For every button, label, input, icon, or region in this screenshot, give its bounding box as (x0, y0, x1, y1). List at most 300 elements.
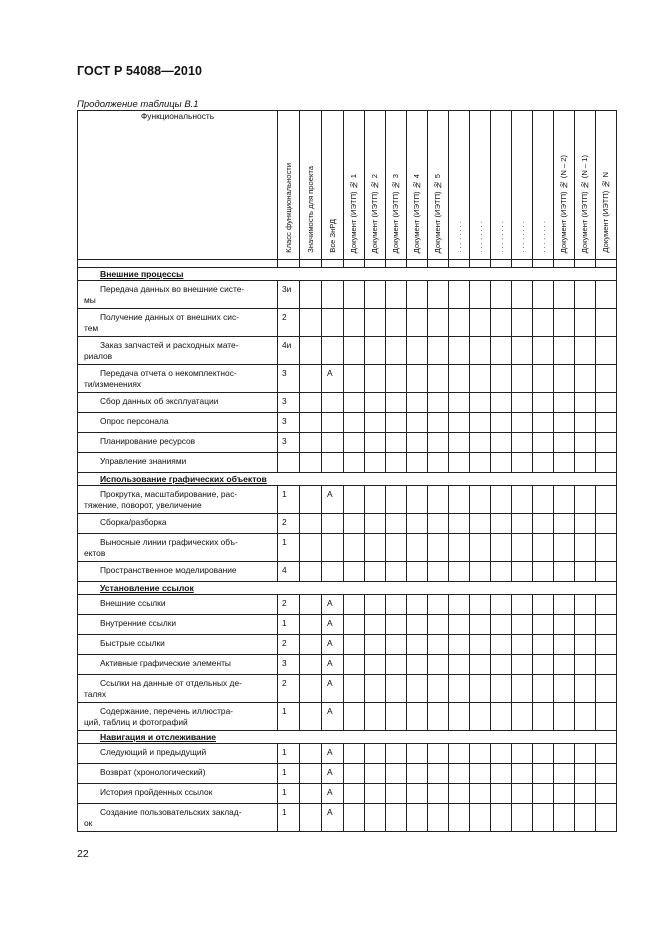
function-name-cell (78, 744, 278, 764)
class-cell: 2 (278, 635, 300, 655)
significance-cell (300, 744, 322, 764)
document-cell (344, 615, 365, 635)
doc-column-header: . . . . . . . . (470, 111, 491, 260)
function-name-line1: Содержание, перечень иллюстра- (100, 706, 234, 716)
document-cell (491, 595, 512, 615)
document-cell (407, 534, 428, 562)
document-cell (449, 655, 470, 675)
document-cell (533, 433, 554, 453)
document-cell (365, 281, 386, 309)
document-cell (449, 562, 470, 582)
document-cell (365, 635, 386, 655)
document-cell (575, 365, 596, 393)
document-cell (512, 595, 533, 615)
document-cell (596, 764, 617, 784)
document-cell (428, 675, 449, 703)
document-cell (365, 534, 386, 562)
document-cell (344, 562, 365, 582)
significance-cell (300, 514, 322, 534)
document-cell (533, 804, 554, 832)
document-header: ГОСТ Р 54088—2010 (77, 64, 203, 78)
document-cell (386, 453, 407, 473)
document-cell (407, 281, 428, 309)
function-name-line2: тяжение, поворот, увеличение (84, 500, 202, 510)
function-name-line1: Прокрутка, масштабирование, рас- (100, 489, 238, 499)
document-cell (386, 281, 407, 309)
all-znrd-cell: А (322, 635, 344, 655)
document-cell (554, 764, 575, 784)
document-cell (491, 413, 512, 433)
function-name-line1: Выносные линии графических объ- (100, 537, 238, 547)
table-row (78, 655, 617, 675)
document-cell (533, 562, 554, 582)
document-cell (596, 703, 617, 731)
document-cell (596, 534, 617, 562)
function-name-line1: Планирование ресурсов (100, 436, 196, 446)
table-row (78, 433, 617, 453)
document-cell (407, 703, 428, 731)
class-cell: 4и (278, 337, 300, 365)
document-cell (386, 433, 407, 453)
document-cell (365, 562, 386, 582)
all-znrd-cell (322, 562, 344, 582)
function-name-line1: Ссылки на данные от отдельных де- (100, 678, 242, 688)
document-cell (596, 433, 617, 453)
document-cell (386, 764, 407, 784)
document-cell (575, 744, 596, 764)
document-cell (575, 281, 596, 309)
document-cell (365, 337, 386, 365)
function-name-cell (78, 337, 278, 365)
document-cell (428, 365, 449, 393)
document-cell (365, 486, 386, 514)
table-row (78, 595, 617, 615)
document-cell (554, 804, 575, 832)
empty-cell (512, 260, 533, 268)
function-name-cell (78, 534, 278, 562)
doc-column-header: Документ (ИЭТП) № 4 (407, 111, 428, 260)
document-cell (575, 562, 596, 582)
all-znrd-cell (322, 433, 344, 453)
class-cell: 1 (278, 764, 300, 784)
function-name-line2: ти/изменениях (84, 379, 142, 389)
document-cell (365, 744, 386, 764)
document-cell (344, 784, 365, 804)
all-znrd-cell: А (322, 486, 344, 514)
document-cell (575, 453, 596, 473)
document-cell (533, 413, 554, 433)
document-cell (491, 635, 512, 655)
empty-cell (344, 260, 365, 268)
document-cell (533, 365, 554, 393)
document-cell (596, 309, 617, 337)
document-cell (491, 804, 512, 832)
document-cell (449, 534, 470, 562)
class-cell: 3 (278, 393, 300, 413)
document-cell (470, 615, 491, 635)
document-cell (344, 486, 365, 514)
document-cell (449, 337, 470, 365)
function-name-cell (78, 703, 278, 731)
significance-cell (300, 804, 322, 832)
document-cell (512, 337, 533, 365)
class-cell: 1 (278, 744, 300, 764)
document-cell (470, 635, 491, 655)
function-name-line2: ций, таблиц и фотографий (84, 717, 188, 727)
empty-cell (365, 260, 386, 268)
table-row (78, 804, 617, 832)
document-cell (596, 635, 617, 655)
document-cell (365, 764, 386, 784)
empty-cell (322, 260, 344, 268)
table-row (78, 534, 617, 562)
document-cell (554, 784, 575, 804)
document-cell (575, 615, 596, 635)
section-row (78, 582, 617, 595)
document-cell (533, 393, 554, 413)
document-cell (449, 764, 470, 784)
document-cell (554, 514, 575, 534)
table-row (78, 309, 617, 337)
empty-cell (596, 260, 617, 268)
document-cell (533, 337, 554, 365)
spacer-row (78, 260, 617, 268)
document-cell (470, 337, 491, 365)
document-cell (575, 804, 596, 832)
empty-cell (428, 260, 449, 268)
all-znrd-cell: А (322, 744, 344, 764)
document-cell (596, 784, 617, 804)
document-cell (407, 675, 428, 703)
document-cell (575, 337, 596, 365)
document-cell (365, 804, 386, 832)
document-cell (407, 433, 428, 453)
document-cell (428, 453, 449, 473)
document-cell (386, 804, 407, 832)
empty-cell (491, 260, 512, 268)
document-cell (533, 655, 554, 675)
document-cell (512, 562, 533, 582)
document-cell (428, 764, 449, 784)
significance-cell (300, 453, 322, 473)
all-znrd-cell (322, 281, 344, 309)
document-cell (386, 675, 407, 703)
document-cell (449, 486, 470, 514)
class-cell: 1 (278, 804, 300, 832)
document-cell (491, 703, 512, 731)
document-cell (512, 393, 533, 413)
document-cell (470, 486, 491, 514)
document-cell (512, 486, 533, 514)
function-name-line1: Возврат (хронологический) (100, 767, 206, 777)
function-name-line2: ок (84, 818, 93, 828)
all-znrd-cell: А (322, 703, 344, 731)
document-cell (449, 413, 470, 433)
document-cell (596, 804, 617, 832)
function-name-line1: Внешние ссылки (100, 598, 166, 608)
document-cell (470, 804, 491, 832)
significance-cell (300, 433, 322, 453)
table-row (78, 514, 617, 534)
header-row (78, 111, 617, 260)
document-cell (386, 534, 407, 562)
function-name-line1: Следующий и предыдущий (100, 747, 207, 757)
document-cell (575, 309, 596, 337)
document-cell (407, 784, 428, 804)
document-cell (428, 562, 449, 582)
document-cell (554, 655, 575, 675)
document-cell (491, 784, 512, 804)
document-cell (407, 615, 428, 635)
function-name-line2: риалов (84, 351, 113, 361)
document-cell (491, 562, 512, 582)
document-cell (491, 764, 512, 784)
table-row (78, 413, 617, 433)
document-cell (365, 675, 386, 703)
document-cell (449, 675, 470, 703)
document-cell (386, 595, 407, 615)
document-cell (449, 784, 470, 804)
document-cell (344, 635, 365, 655)
all-znrd-cell (322, 453, 344, 473)
document-cell (449, 433, 470, 453)
function-name-line1: Создание пользовательских заклад- (100, 807, 242, 817)
all-znrd-cell (322, 309, 344, 337)
document-cell (554, 365, 575, 393)
document-cell (386, 703, 407, 731)
document-cell (533, 453, 554, 473)
document-cell (533, 675, 554, 703)
function-name-line1: История пройденных ссылок (100, 787, 213, 797)
significance-cell (300, 655, 322, 675)
function-name-cell (78, 514, 278, 534)
document-cell (449, 365, 470, 393)
document-cell (365, 365, 386, 393)
function-name-cell (78, 804, 278, 832)
document-cell (470, 784, 491, 804)
document-cell (407, 486, 428, 514)
document-cell (512, 655, 533, 675)
document-cell (470, 675, 491, 703)
table-row (78, 281, 617, 309)
document-cell (365, 453, 386, 473)
class-cell: 1 (278, 703, 300, 731)
document-cell (428, 486, 449, 514)
document-cell (512, 453, 533, 473)
table-row (78, 635, 617, 655)
document-cell (344, 309, 365, 337)
document-cell (596, 413, 617, 433)
document-cell (470, 433, 491, 453)
document-cell (365, 615, 386, 635)
table-caption: Продолжение таблицы В.1 (77, 99, 199, 110)
document-cell (386, 393, 407, 413)
document-cell (428, 433, 449, 453)
empty-cell (554, 260, 575, 268)
function-name-cell (78, 453, 278, 473)
document-cell (554, 309, 575, 337)
document-cell (533, 534, 554, 562)
function-name-line2: талях (84, 689, 107, 699)
document-cell (596, 514, 617, 534)
class-cell: 2 (278, 514, 300, 534)
class-cell: 1 (278, 784, 300, 804)
function-name-cell (78, 486, 278, 514)
document-cell (596, 365, 617, 393)
document-cell (470, 562, 491, 582)
section-row (78, 731, 617, 744)
empty-cell (386, 260, 407, 268)
document-cell (386, 615, 407, 635)
document-cell (428, 635, 449, 655)
document-cell (386, 562, 407, 582)
doc-column-header: Документ (ИЭТП) № 3 (386, 111, 407, 260)
document-cell (512, 703, 533, 731)
table-row (78, 365, 617, 393)
document-cell (491, 365, 512, 393)
document-cell (449, 635, 470, 655)
document-cell (470, 453, 491, 473)
document-cell (596, 744, 617, 764)
document-cell (512, 281, 533, 309)
class-cell: 3 (278, 365, 300, 393)
document-cell (575, 393, 596, 413)
document-cell (470, 703, 491, 731)
document-cell (470, 309, 491, 337)
document-cell (344, 534, 365, 562)
document-cell (407, 635, 428, 655)
document-cell (554, 744, 575, 764)
document-cell (407, 744, 428, 764)
significance-cell (300, 562, 322, 582)
document-cell (470, 365, 491, 393)
document-cell (407, 365, 428, 393)
empty-cell (470, 260, 491, 268)
document-cell (575, 655, 596, 675)
document-cell (407, 337, 428, 365)
significance-cell (300, 534, 322, 562)
function-name-line1: Быстрые ссылки (100, 638, 165, 648)
document-cell (344, 655, 365, 675)
class-column-header: Класс функциональности (278, 111, 300, 260)
document-cell (554, 595, 575, 615)
document-cell (428, 514, 449, 534)
document-cell (344, 675, 365, 703)
document-cell (344, 453, 365, 473)
significance-cell (300, 413, 322, 433)
class-cell: 1 (278, 615, 300, 635)
document-cell (533, 615, 554, 635)
functionality-table (77, 110, 617, 832)
doc-column-header: Документ (ИЭТП) № (N – 1) (575, 111, 596, 260)
doc-column-header: Документ (ИЭТП) № 2 (365, 111, 386, 260)
document-cell (533, 744, 554, 764)
function-name-cell (78, 413, 278, 433)
document-cell (575, 635, 596, 655)
function-name-cell (78, 281, 278, 309)
table-row (78, 615, 617, 635)
function-name-line1: Активные графические элементы (100, 658, 231, 668)
function-name-line1: Сбор данных об эксплуатации (100, 396, 219, 406)
document-cell (554, 281, 575, 309)
all-znrd-cell (322, 413, 344, 433)
class-cell: 3 (278, 655, 300, 675)
function-name-line1: Пространственное моделирование (100, 565, 237, 575)
document-cell (386, 413, 407, 433)
document-cell (344, 744, 365, 764)
document-cell (344, 804, 365, 832)
doc-column-header: Документ (ИЭТП) № N (596, 111, 617, 260)
document-cell (344, 413, 365, 433)
document-cell (554, 675, 575, 703)
function-name-cell (78, 365, 278, 393)
document-cell (386, 784, 407, 804)
document-cell (512, 635, 533, 655)
document-cell (596, 562, 617, 582)
page-number: 22 (77, 848, 89, 860)
function-name-cell (78, 595, 278, 615)
document-cell (365, 595, 386, 615)
empty-cell (78, 260, 278, 268)
class-cell: 2 (278, 675, 300, 703)
significance-cell (300, 281, 322, 309)
all-znrd-cell: А (322, 804, 344, 832)
document-cell (386, 486, 407, 514)
class-cell: 2 (278, 595, 300, 615)
class-cell: 1 (278, 486, 300, 514)
document-cell (596, 615, 617, 635)
function-name-cell (78, 309, 278, 337)
significance-cell (300, 764, 322, 784)
table-row (78, 675, 617, 703)
document-cell (512, 764, 533, 784)
function-name-line1: Получение данных от внешних сис- (100, 312, 239, 322)
document-cell (365, 514, 386, 534)
empty-cell (533, 260, 554, 268)
document-cell (449, 393, 470, 413)
document-cell (344, 337, 365, 365)
document-cell (365, 309, 386, 337)
document-cell (470, 764, 491, 784)
document-cell (575, 413, 596, 433)
document-cell (449, 514, 470, 534)
document-cell (428, 804, 449, 832)
document-cell (575, 703, 596, 731)
document-cell (596, 655, 617, 675)
document-cell (386, 655, 407, 675)
document-cell (344, 703, 365, 731)
document-cell (470, 534, 491, 562)
significance-cell (300, 393, 322, 413)
document-cell (449, 804, 470, 832)
document-cell (554, 393, 575, 413)
function-name-line1: Опрос персонала (100, 416, 169, 426)
all-znrd-cell: А (322, 365, 344, 393)
document-cell (491, 514, 512, 534)
document-cell (575, 675, 596, 703)
document-cell (554, 703, 575, 731)
all-znrd-cell: А (322, 784, 344, 804)
significance-cell (300, 595, 322, 615)
document-cell (428, 393, 449, 413)
document-cell (512, 804, 533, 832)
table-row (78, 703, 617, 731)
document-cell (491, 453, 512, 473)
document-cell (407, 595, 428, 615)
all-znrd-cell: А (322, 764, 344, 784)
class-cell (278, 453, 300, 473)
document-cell (596, 281, 617, 309)
